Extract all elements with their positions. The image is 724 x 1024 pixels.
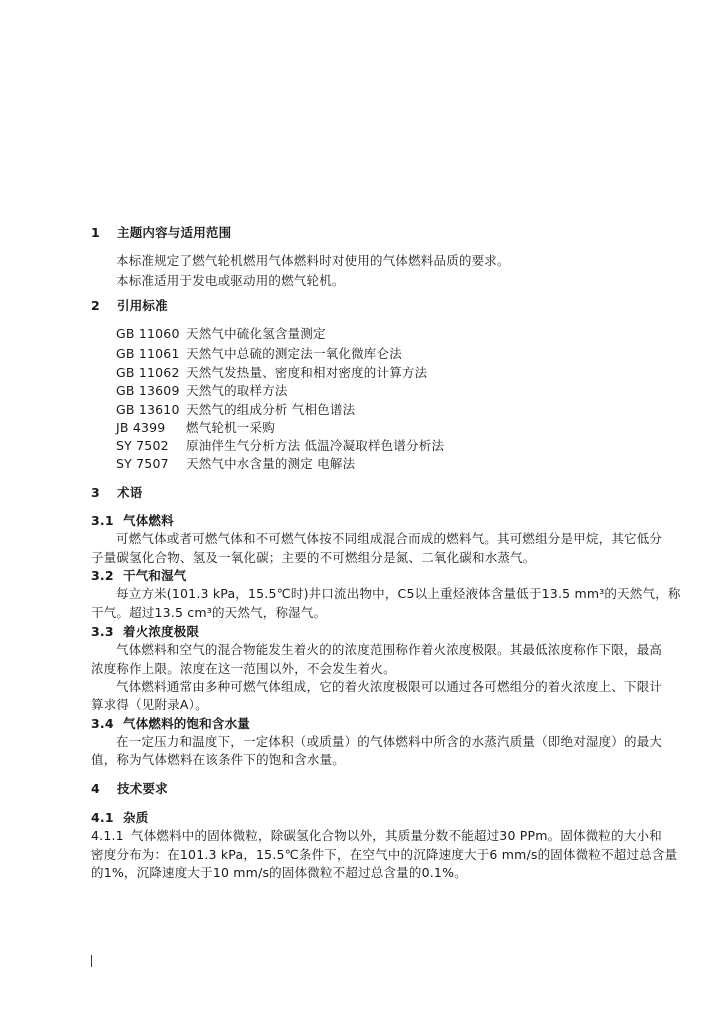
- reference-title: 天然气发热量、密度和相对密度的计算方法: [186, 365, 428, 380]
- reference-item: [116, 420, 275, 436]
- section-number: 4: [91, 781, 100, 796]
- clause-4-1-1-line: [91, 828, 662, 844]
- paragraph: 密度分布为：在101.3 kPa，15.5℃条件下，在空气中的沉降速度大于6 mm/s的固体微粒不超过总含量: [91, 847, 678, 862]
- term-title: 气体燃料: [123, 513, 174, 528]
- paragraph: 的1%，沉降速度大于10 mm/s的固体微粒不超过总含量的0.1%。: [91, 865, 467, 880]
- section-number: 1: [91, 225, 100, 240]
- paragraph: 值，称为气体燃料在该条件下的饱和含水量。: [91, 752, 346, 767]
- reference-code: SY 7507: [116, 456, 169, 471]
- clause-number: 4.1: [91, 810, 114, 825]
- section-number: 2: [91, 298, 100, 313]
- term-number: 3.4: [91, 716, 114, 731]
- reference-title: 天然气的组成分析 气相色谱法: [186, 402, 356, 417]
- paragraph: 浓度称作上限。浓度在这一范围以外，不会发生着火。: [91, 661, 396, 676]
- paragraph: 在一定压力和温度下，一定体积（或质量）的气体燃料中所含的水蒸汽质量（即绝对湿度）的最大: [116, 734, 663, 749]
- paragraph: 干气。超过13.5 cm³的天然气，称湿气。: [91, 605, 327, 620]
- clause-title: 杂质: [123, 810, 149, 825]
- paragraph: 子量碳氢化合物、氢及一氧化碳；主要的不可燃组分是氮、二氧化碳和水蒸气。: [91, 550, 536, 565]
- reference-code: GB 11061: [116, 346, 180, 361]
- reference-code: GB 13609: [116, 383, 180, 398]
- reference-title: 燃气轮机一采购: [186, 420, 275, 435]
- reference-item: [116, 326, 326, 342]
- reference-item: [116, 402, 355, 418]
- term-3-2-heading: [91, 568, 187, 584]
- paragraph: 可燃气体或者可燃气体和不可燃气体按不同组成混合而成的燃料气。其可燃组分是甲烷，其它低分: [116, 531, 663, 546]
- reference-code: SY 7502: [116, 438, 169, 453]
- section-1-heading: [91, 225, 231, 241]
- reference-code: GB 11062: [116, 365, 180, 380]
- reference-item: [116, 438, 444, 454]
- term-number: 3.2: [91, 568, 114, 583]
- section-4-heading: [91, 781, 168, 797]
- reference-title: 天然气中水含量的测定 电解法: [186, 456, 356, 471]
- reference-item: [116, 346, 402, 362]
- section-title: 主题内容与适用范围: [117, 225, 232, 240]
- reference-item: [116, 365, 427, 381]
- paragraph: 气体燃料中的固体微粒，除碳氢化合物以外，其质量分数不能超过30 PPm。固体微粒的大小和: [131, 828, 662, 843]
- term-title: 干气和湿气: [123, 568, 187, 583]
- reference-code: JB 4399: [116, 420, 166, 435]
- reference-item: [116, 383, 288, 399]
- section-2-heading: [91, 298, 168, 314]
- term-title: 着火浓度极限: [123, 624, 200, 639]
- reference-item: [116, 456, 355, 472]
- paragraph: 本标准规定了燃气轮机燃用气体燃料时对使用的气体燃料品质的要求。: [116, 253, 510, 268]
- paragraph: 每立方米(101.3 kPa，15.5℃时)井口流出物中，C5以上重烃液体含量低于13.5 mm³的天然气，称: [116, 586, 681, 601]
- paragraph: 气体燃料和空气的混合物能发生着火的的浓度范围称作着火浓度极限。其最低浓度称作下限，最高: [116, 642, 663, 657]
- reference-code: GB 11060: [116, 326, 180, 341]
- reference-code: GB 13610: [116, 402, 180, 417]
- paragraph: 本标准适用于发电或驱动用的燃气轮机。: [116, 273, 345, 288]
- reference-title: 原油伴生气分析方法 低温冷凝取样色谱分析法: [186, 438, 445, 453]
- section-number: 3: [91, 485, 100, 500]
- term-number: 3.3: [91, 624, 114, 639]
- term-3-1-heading: [91, 513, 174, 529]
- term-title: 气体燃料的饱和含水量: [123, 716, 251, 731]
- clause-4-1-heading: [91, 810, 148, 826]
- section-3-heading: [91, 485, 142, 501]
- margin-mark: [91, 955, 92, 967]
- reference-title: 天然气中硫化氢含量测定: [186, 326, 326, 341]
- section-title: 术语: [117, 485, 143, 500]
- term-3-3-heading: [91, 624, 199, 640]
- term-number: 3.1: [91, 513, 114, 528]
- section-title: 技术要求: [117, 781, 168, 796]
- term-3-4-heading: [91, 716, 250, 732]
- reference-title: 天然气中总硫的测定法一氧化微库仑法: [186, 346, 402, 361]
- paragraph: 算求得（见附录A）。: [91, 697, 208, 712]
- paragraph: 气体燃料通常由多种可燃气体组成，它的着火浓度极限可以通过各可燃组分的着火浓度上、下限计: [116, 679, 663, 694]
- section-title: 引用标准: [117, 298, 168, 313]
- reference-title: 天然气的取样方法: [186, 383, 288, 398]
- clause-number: 4.1.1: [91, 828, 124, 843]
